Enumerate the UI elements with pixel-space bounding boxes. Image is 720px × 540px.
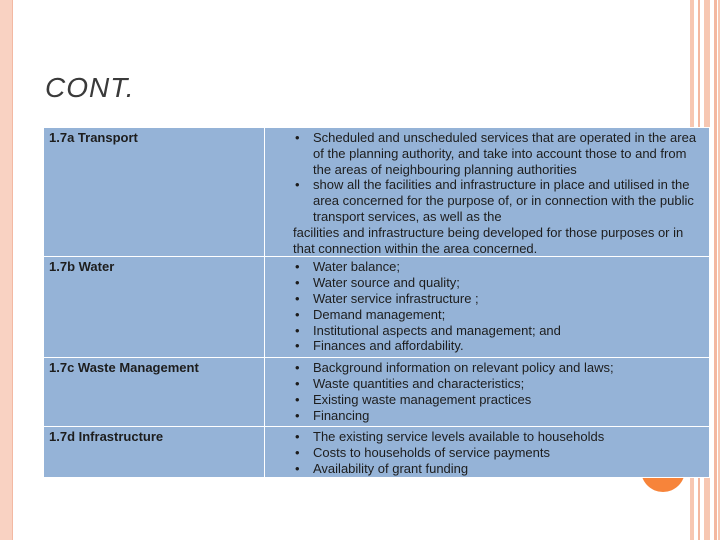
list-item: • Finances and affordability.	[295, 338, 705, 354]
row-label: 1.7a Transport	[44, 128, 265, 257]
table-body	[44, 128, 710, 478]
bullet-list	[265, 259, 709, 354]
list-item: • Financing	[295, 408, 705, 424]
list-item: • Scheduled and unscheduled services that are operated in the area of the planning authority, and take into account those to and from the areas of neighbouring planning authorities	[295, 130, 705, 177]
bullet-list	[265, 130, 709, 256]
table-row	[44, 128, 710, 257]
table-row	[44, 358, 710, 427]
bullet-list	[265, 360, 709, 423]
list-item: • Background information on relevant policy and laws;	[295, 360, 705, 376]
list-item: • Demand management;	[295, 307, 705, 323]
row-content	[265, 257, 710, 358]
list-item: facilities and infrastructure being developed for those purposes or in that connection within the area concerned.	[293, 224, 684, 256]
row-label: 1.7c Waste Management	[44, 358, 265, 427]
list-item: • Costs to households of service payments	[295, 445, 705, 461]
row-content	[265, 427, 710, 478]
list-item: • Waste quantities and characteristics;	[295, 376, 705, 392]
bullet-list	[265, 429, 709, 476]
list-item: • Water source and quality;	[295, 275, 705, 291]
left-decorative-border	[0, 0, 13, 540]
row-content	[265, 358, 710, 427]
row-content	[265, 128, 710, 257]
list-item: • Existing waste management practices	[295, 392, 705, 408]
table-row	[44, 257, 710, 358]
slide-title: CONT.	[45, 72, 135, 103]
table-row	[44, 427, 710, 478]
list-item: • The existing service levels available to households	[295, 429, 705, 445]
list-item: • Institutional aspects and management; and	[295, 323, 705, 339]
stripe	[714, 0, 717, 540]
list-item: • Water balance;	[295, 259, 705, 275]
planning-table	[43, 127, 710, 478]
row-label: 1.7b Water	[44, 257, 265, 358]
list-item: • Availability of grant funding	[295, 461, 705, 477]
row-label: 1.7d Infrastructure	[44, 427, 265, 478]
list-item: • show all the facilities and infrastructure in place and utilised in the area concerned for the purpose of, or in connection with the public transport services, as well as the	[295, 177, 705, 224]
list-item: • Water service infrastructure ;	[295, 291, 705, 307]
